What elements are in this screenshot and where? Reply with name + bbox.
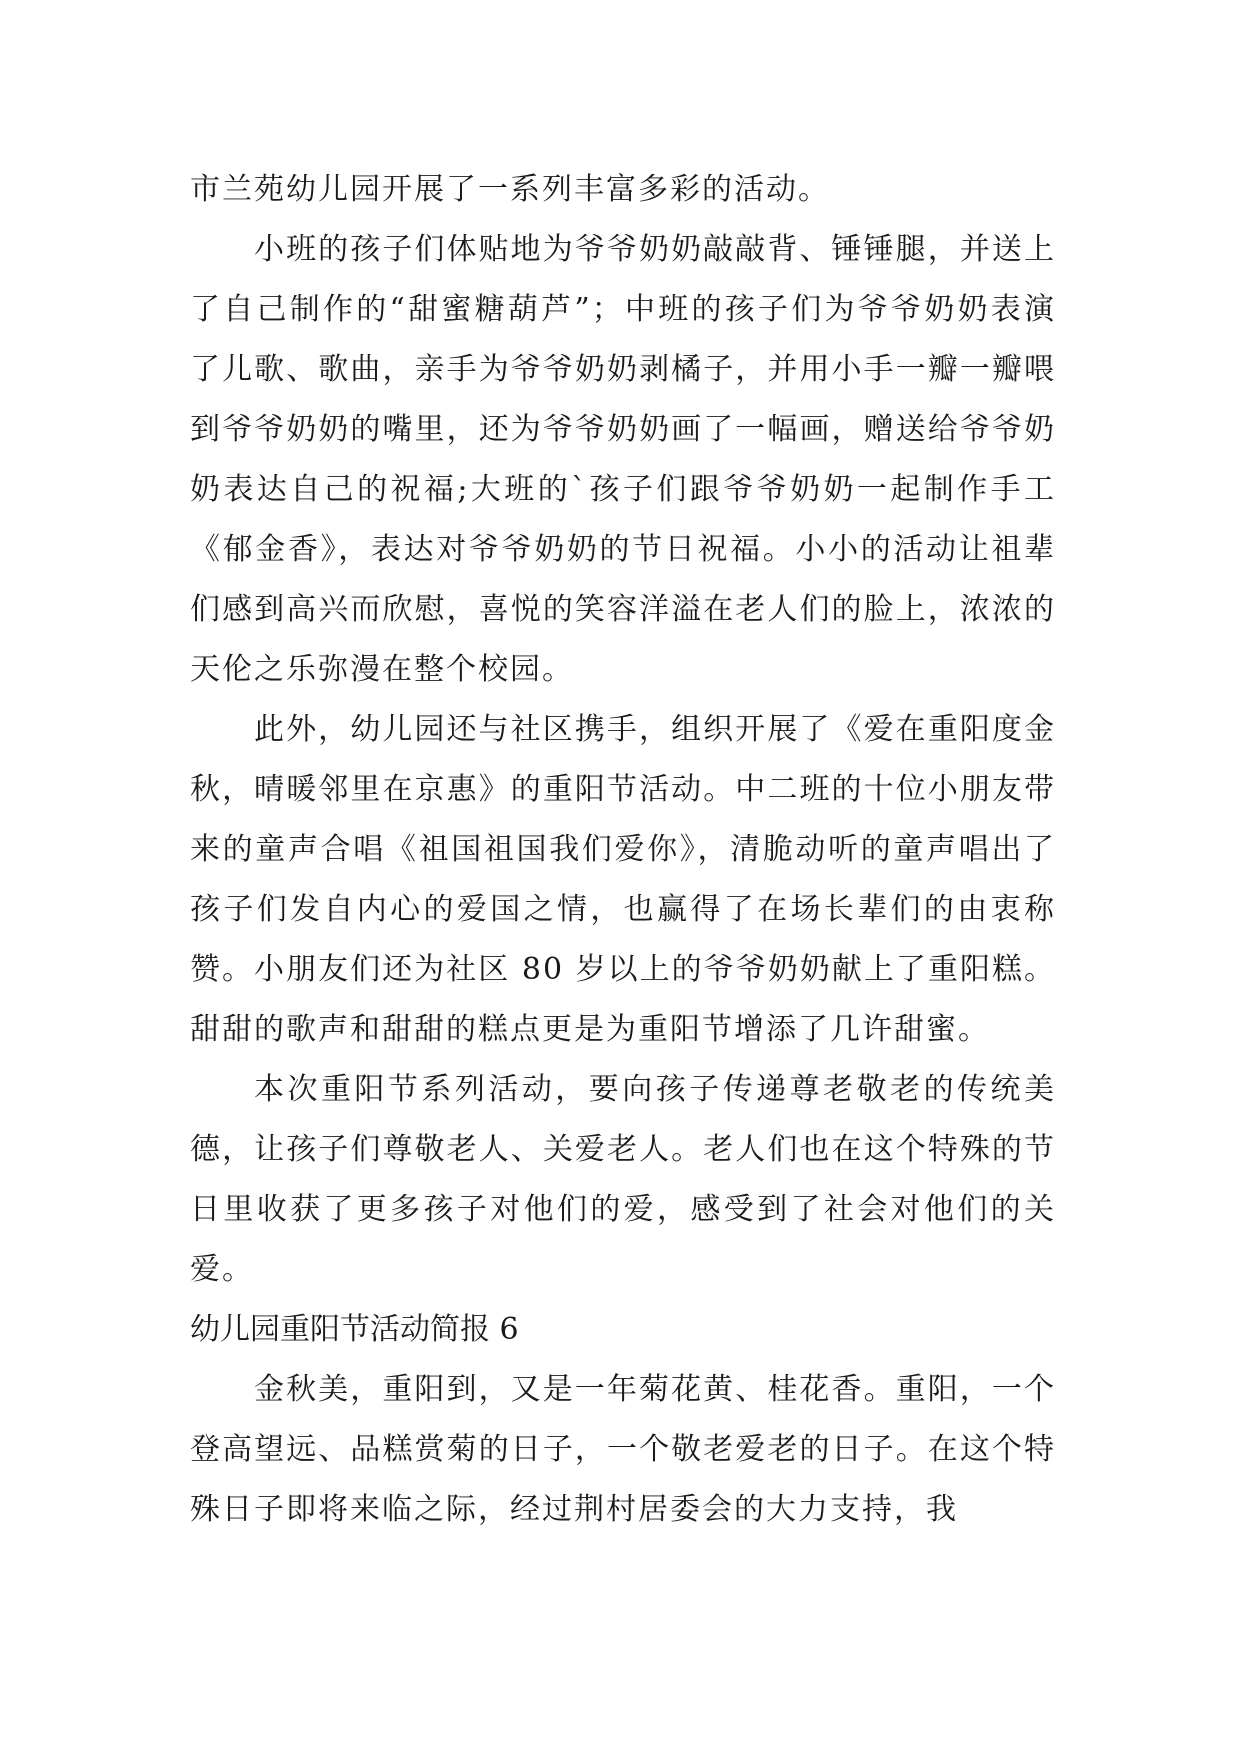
- paragraph-small-class-activities: 小班的孩子们体贴地为爷爷奶奶敲敲背、锤锤腿，并送上了自己制作的“甜蜜糖葫芦”；中班的孩子们为爷爷奶奶表演了儿歌、歌曲，亲手为爷爷奶奶剥橘子，并用小手一瓣一瓣喂到爷爷奶奶的嘴里，还为爷爷奶奶画了一幅画，赠送给爷爷奶奶表达自己的祝福;大班的`孩子们跟爷爷奶奶一起制作手工《郁金香》，表达对爷爷奶奶的节日祝福。小小的活动让祖辈们感到高兴而欣慰，喜悦的笑容洋溢在老人们的脸上，浓浓的天伦之乐弥漫在整个校园。: [190, 232, 1056, 687]
- paragraph-continuation: 市兰苑幼儿园开展了一系列丰富多彩的活动。: [190, 172, 830, 207]
- paragraph-community-activity: 此外，幼儿园还与社区携手，组织开展了《爱在重阳度金秋，晴暖邻里在京惠》的重阳节活动。中二班的十位小朋友带来的童声合唱《祖国祖国我们爱你》，清脆动听的童声唱出了孩子们发自内心的爱国之情，也赢得了在场长辈们的由衷称赞。小朋友们还为社区 80 岁以上的爷爷奶奶献上了重阳糕。甜甜的歌声和甜甜的糕点更是为重阳节增添了几许甜蜜。: [190, 712, 1056, 1047]
- paragraph-section-intro: 金秋美，重阳到，又是一年菊花黄、桂花香。重阳，一个登高望远、品糕赏菊的日子，一个敬老爱老的日子。在这个特殊日子即将来临之际，经过荆村居委会的大力支持，我: [190, 1372, 1056, 1527]
- document-body: [190, 160, 1056, 1540]
- paragraph-summary: 本次重阳节系列活动，要向孩子传递尊老敬老的传统美德，让孩子们尊敬老人、关爱老人。老人们也在这个特殊的节日里收获了更多孩子对他们的爱，感受到了社会对他们的关爱。: [190, 1072, 1056, 1287]
- section-heading: 幼儿园重阳节活动简报 6: [190, 1312, 519, 1347]
